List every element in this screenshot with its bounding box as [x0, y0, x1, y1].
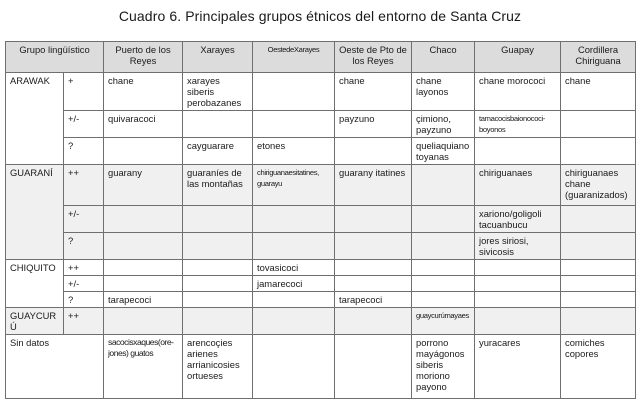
table-row [6, 233, 636, 260]
table-cell [561, 308, 636, 335]
table-cell: etones [253, 138, 335, 165]
mark-cell: ? [64, 138, 104, 165]
table-cell [253, 111, 335, 138]
table-cell [335, 206, 412, 233]
table-cell [561, 233, 636, 260]
table-cell [253, 73, 335, 111]
ethnic-groups-table [5, 41, 636, 399]
header-oeste-de-xarayes: OestedeXarayes [253, 42, 335, 73]
mark-cell: +/- [64, 206, 104, 233]
table-cell: chiriguanaes chane (guaranizados) [561, 165, 636, 206]
table-cell: chane layonos [412, 73, 475, 111]
mark-cell: ++ [64, 308, 104, 335]
header-row [6, 42, 636, 73]
header-oeste-de-pto-de-los-reyes: Oeste de Pto de los Reyes [335, 42, 412, 73]
table-cell [104, 233, 183, 260]
table-cell [561, 260, 636, 276]
table-cell: cayguarare [183, 138, 253, 165]
table-row [6, 335, 636, 399]
table-cell [335, 233, 412, 260]
table-cell [183, 111, 253, 138]
table-row [6, 276, 636, 292]
table-cell [561, 206, 636, 233]
table-cell [561, 292, 636, 308]
table-row [6, 73, 636, 111]
table-cell [104, 308, 183, 335]
table-cell: tarapecoci [104, 292, 183, 308]
mark-cell: ++ [64, 260, 104, 276]
table-cell: xarayes siberis perobazanes [183, 73, 253, 111]
table-cell [253, 308, 335, 335]
table-row [6, 138, 636, 165]
table-cell: chane [104, 73, 183, 111]
table-cell: guaycurúmayaes [412, 308, 475, 335]
table-cell: queliaquiano toyanas [412, 138, 475, 165]
group-guaycuru: GUAYCURÚ [6, 308, 64, 335]
group-chiquito: CHIQUITO [6, 260, 64, 308]
table-cell [183, 233, 253, 260]
header-guapay: Guapay [475, 42, 561, 73]
table-cell [412, 292, 475, 308]
table-cell: chane [335, 73, 412, 111]
table-row [6, 260, 636, 276]
header-puerto-de-los-reyes: Puerto de los Reyes [104, 42, 183, 73]
mark-cell: ? [64, 292, 104, 308]
mark-cell: +/- [64, 276, 104, 292]
table-cell [183, 308, 253, 335]
table-row [6, 308, 636, 335]
table-cell [253, 335, 335, 399]
table-row [6, 292, 636, 308]
header-xarayes: Xarayes [183, 42, 253, 73]
table-cell: quivaracoci [104, 111, 183, 138]
table-cell [335, 335, 412, 399]
table-cell [183, 260, 253, 276]
group-arawak: ARAWAK [6, 73, 64, 165]
table-cell [253, 206, 335, 233]
table-cell [561, 138, 636, 165]
table-cell: porrono mayágonos siberis moriono payono [412, 335, 475, 399]
mark-cell: +/- [64, 111, 104, 138]
table-cell: tovasicoci [253, 260, 335, 276]
table-cell [475, 292, 561, 308]
table-cell: guaraníes de las montañas [183, 165, 253, 206]
table-cell [412, 206, 475, 233]
table-cell: chiriguanaesitatines, guarayu [253, 165, 335, 206]
group-sin-datos: Sin datos [6, 335, 104, 399]
table-cell [183, 292, 253, 308]
table-cell [104, 206, 183, 233]
table-cell: sacocisxaques(ore-jones) guatos [104, 335, 183, 399]
table-row [6, 111, 636, 138]
table-cell [412, 276, 475, 292]
table-cell [412, 233, 475, 260]
table-title: Cuadro 6. Principales grupos étnicos del entorno de Santa Cruz [118, 8, 522, 24]
table-cell [183, 206, 253, 233]
table-cell: guarany [104, 165, 183, 206]
table-cell [335, 308, 412, 335]
table-cell: chiriguanaes [475, 165, 561, 206]
table-cell [335, 260, 412, 276]
table-cell: tamacocisbaionococi-boyonos [475, 111, 561, 138]
table-cell: jamarecoci [253, 276, 335, 292]
header-chaco: Chaco [412, 42, 475, 73]
table-cell [104, 276, 183, 292]
table-row [6, 206, 636, 233]
table-cell [475, 276, 561, 292]
table-cell [253, 233, 335, 260]
table-cell [183, 276, 253, 292]
header-grupo-linguistico: Grupo lingüístico [6, 42, 104, 73]
table-cell [412, 260, 475, 276]
table-cell: jores siriosi, sivicosis [475, 233, 561, 260]
table-cell [253, 292, 335, 308]
table-cell: chane [561, 73, 636, 111]
table-cell: guarany itatines [335, 165, 412, 206]
table-cell [561, 111, 636, 138]
table-cell: çimiono, payzuno [412, 111, 475, 138]
mark-cell: ++ [64, 165, 104, 206]
table-cell [104, 138, 183, 165]
table-cell [412, 165, 475, 206]
mark-cell: ? [64, 233, 104, 260]
table-cell: xariono/goligoli tacuanbucu [475, 206, 561, 233]
table-cell: chane morococi [475, 73, 561, 111]
group-guarani: GUARANÍ [6, 165, 64, 260]
table-cell: arencoçies arienes arrianicosies ortueses [183, 335, 253, 399]
table-cell [475, 308, 561, 335]
table-cell: yuracares [475, 335, 561, 399]
table-cell [475, 138, 561, 165]
table-cell: tarapecoci [335, 292, 412, 308]
table-cell [561, 276, 636, 292]
header-cordillera-chiriguana: Cordillera Chiriguana [561, 42, 636, 73]
table-cell [104, 260, 183, 276]
table-cell [475, 260, 561, 276]
mark-cell: + [64, 73, 104, 111]
table-cell [335, 276, 412, 292]
table-cell: payzuno [335, 111, 412, 138]
table-row [6, 165, 636, 206]
table-cell [335, 138, 412, 165]
table-cell: comiches copores [561, 335, 636, 399]
